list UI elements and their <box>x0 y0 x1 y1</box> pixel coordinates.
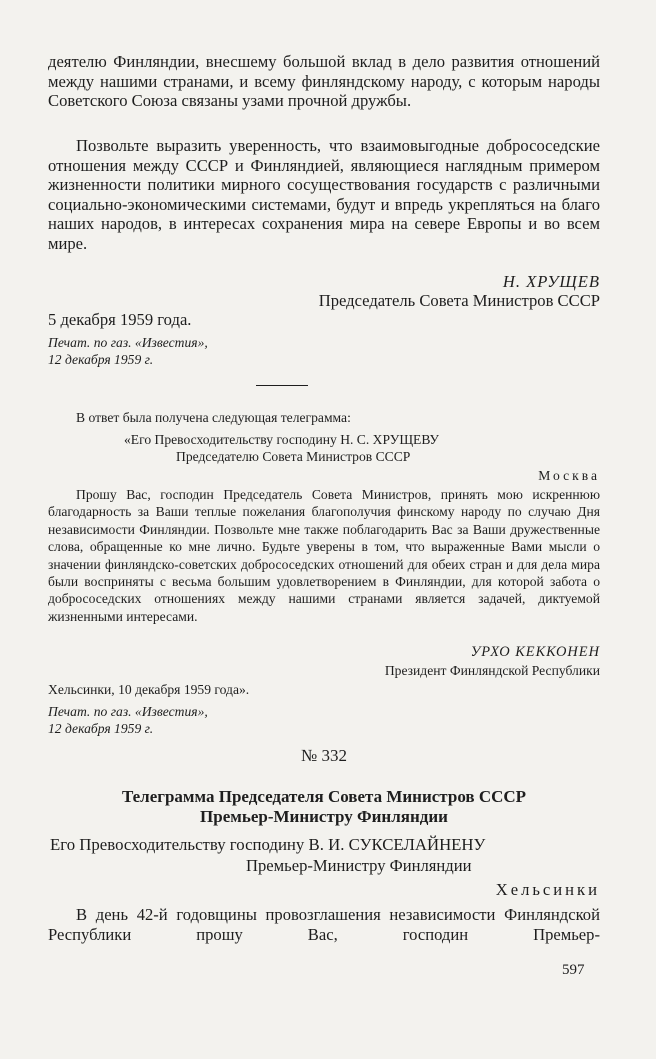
signature-khrushchev: Н. ХРУЩЕВ <box>502 272 600 291</box>
page-number: 597 <box>562 962 585 978</box>
reply-body: Прошу Вас, господин Председатель Совета Министров, принять мою искреннюю благодарность за Ваши теплые пожелания благополучия финскому народу по случаю Дня независимости Финляндии. Позвольте мне также поблагодарить Вас за Ваши дружественные слова, обращенные ко мне лично. Будьте уверены в том, что выраженные Вами мысли о значении финляндско-советских добрососедских отношений для обеих стран и для дела мира были восприняты с весьма большим удовлетворением в Финляндии, для которой забота о добрососедских отношениях между нашими странами является задачей, диктуемой жизненными интересами. <box>48 487 600 624</box>
doc-body: В день 42-й годовщины провозглашения независимости Финляндской Республики прошу Вас, господин Премьер- <box>48 905 600 944</box>
doc-address-line1: Его Превосходительству господину В. И. СУКСЕЛАЙНЕНУ <box>50 835 486 854</box>
source-note-line1: Печат. по газ. «Известия», <box>48 335 208 350</box>
letter-paragraph: Позвольте выразить уверенность, что взаимовыгодные добрососедские отношения между СССР и Финляндией, являющиеся наглядным примером жизненности политики мирного сосуществования государств с различными социально-экономическими системами, будут и впредь укрепляться на благо наших народов, в интересах сохранения мира на севере Европы и во всем мире. <box>48 136 600 253</box>
source-note-line2: 12 декабря 1959 г. <box>48 352 154 367</box>
kekkonen-position: Президент Финляндской Республики <box>384 663 600 678</box>
section-divider <box>256 385 308 386</box>
letter-continuation: деятелю Финляндии, внесшему большой вклад в дело развития отношений между нашими странами, и всему финляндскому народу, с которым народы Советского Союза связаны узами прочной дружбы. <box>48 52 600 111</box>
reply-city: Москва <box>538 468 600 483</box>
reply-source-line1: Печат. по газ. «Известия», <box>48 704 208 719</box>
reply-source-line2: 12 декабря 1959 г. <box>48 721 154 736</box>
signature-position: Председатель Совета Министров СССР <box>318 291 600 310</box>
reply-address-line1: «Его Превосходительству господину Н. С. ХРУЩЕВУ <box>124 432 439 447</box>
document-title-line2: Премьер-Министру Финляндии <box>200 807 448 826</box>
signature-kekkonen: УРХО КЕККОНЕН <box>470 644 600 660</box>
reply-intro: В ответ была получена следующая телеграмма: <box>76 410 351 425</box>
doc-city: Хельсинки <box>495 880 600 899</box>
doc-address-line2: Премьер-Министру Финляндии <box>246 856 472 875</box>
document-title-line1: Телеграмма Председателя Совета Министров СССР <box>121 787 527 806</box>
document-number: № 332 <box>301 746 347 765</box>
reply-address-line2: Председателю Совета Министров СССР <box>176 449 411 464</box>
reply-date: Хельсинки, 10 декабря 1959 года». <box>48 682 250 697</box>
letter-date: 5 декабря 1959 года. <box>48 310 192 329</box>
